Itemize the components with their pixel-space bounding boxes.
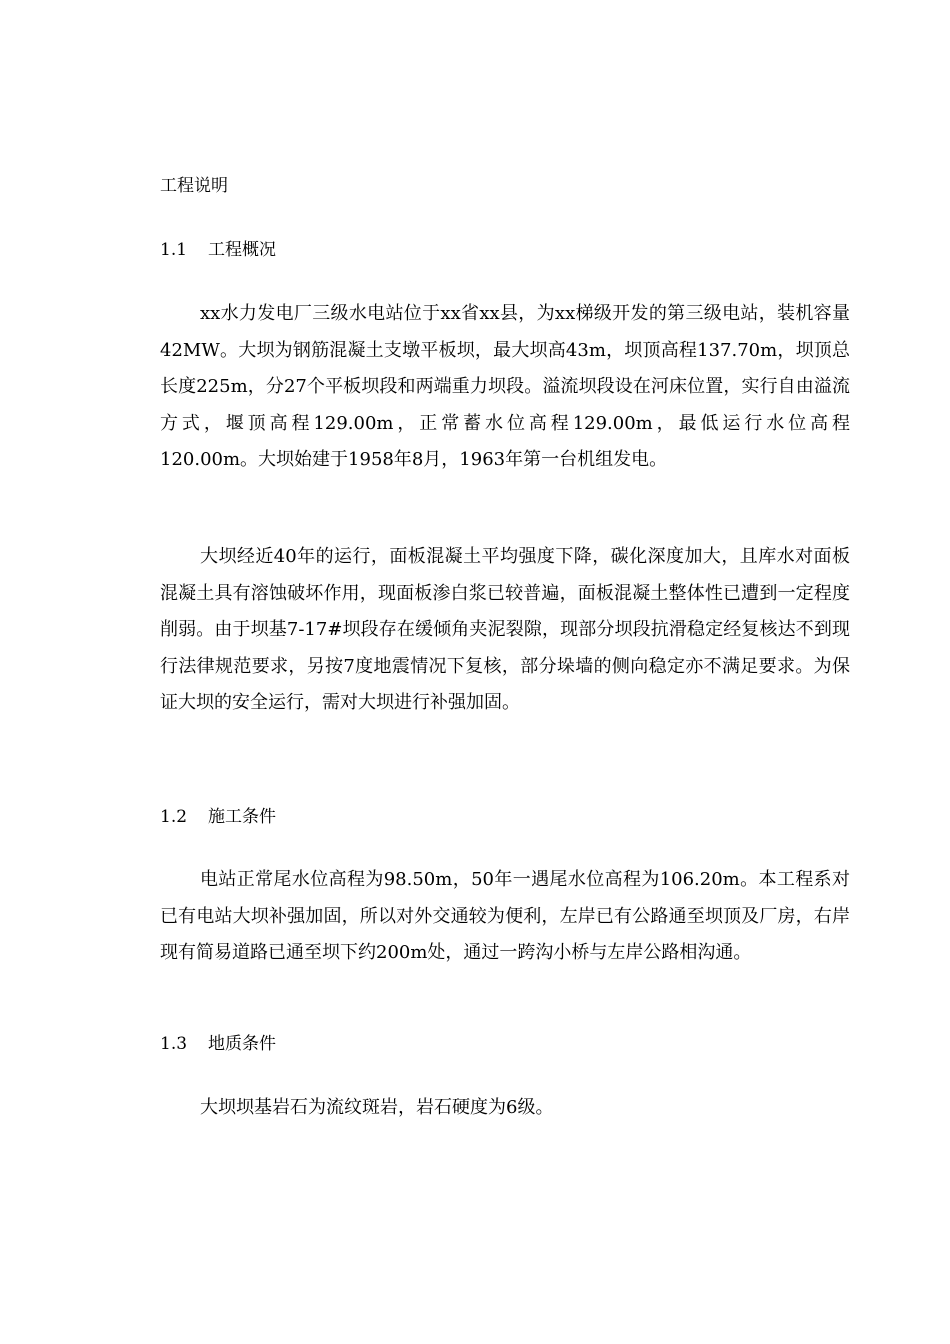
document-title: 工程说明 xyxy=(160,176,228,196)
section-heading-1-1 xyxy=(160,240,276,260)
section-title: 施工条件 xyxy=(208,807,276,827)
section-heading-1-2 xyxy=(160,807,276,827)
section-number: 1.1 xyxy=(160,240,188,260)
section-title: 地质条件 xyxy=(208,1034,276,1054)
section-heading-1-3 xyxy=(160,1034,276,1054)
paragraph-1-3: 大坝坝基岩石为流纹斑岩，岩石硬度为6级。 xyxy=(200,1097,554,1118)
paragraph-1-1-a: xx水力发电厂三级水电站位于xx省xx县，为xx梯级开发的第三级电站，装机容量42MW。大坝为钢筋混凝土支墩平板坝，最大坝高43m，坝顶高程137.70m，坝顶总长度225m，分27个平板坝段和两端重力坝段。溢流坝段设在河床位置，实行自由溢流方式，堰顶高程129.00m，正常蓄水位高程129.00m，最低运行水位高程120.00m。大坝始建于1958年8月，1963年第一台机组发电。 xyxy=(160,303,850,471)
section-number: 1.2 xyxy=(160,807,188,827)
section-title: 工程概况 xyxy=(208,240,276,260)
paragraph-1-1-b: 大坝经近40年的运行，面板混凝土平均强度下降，碳化深度加大，且库水对面板混凝土具有溶蚀破坏作用，现面板渗白浆已较普遍，面板混凝土整体性已遭到一定程度削弱。由于坝基7-17#坝段存在缓倾角夹泥裂隙，现部分坝段抗滑稳定经复核达不到现行法律规范要求，另按7度地震情况下复核，部分垛墙的侧向稳定亦不满足要求。为保证大坝的安全运行，需对大坝进行补强加固。 xyxy=(160,546,850,714)
paragraph-1-2: 电站正常尾水位高程为98.50m，50年一遇尾水位高程为106.20m。本工程系对已有电站大坝补强加固，所以对外交通较为便利，左岸已有公路通至坝顶及厂房，右岸现有简易道路已通至坝下约200m处，通过一跨沟小桥与左岸公路相沟通。 xyxy=(160,869,850,964)
section-number: 1.3 xyxy=(160,1034,188,1054)
